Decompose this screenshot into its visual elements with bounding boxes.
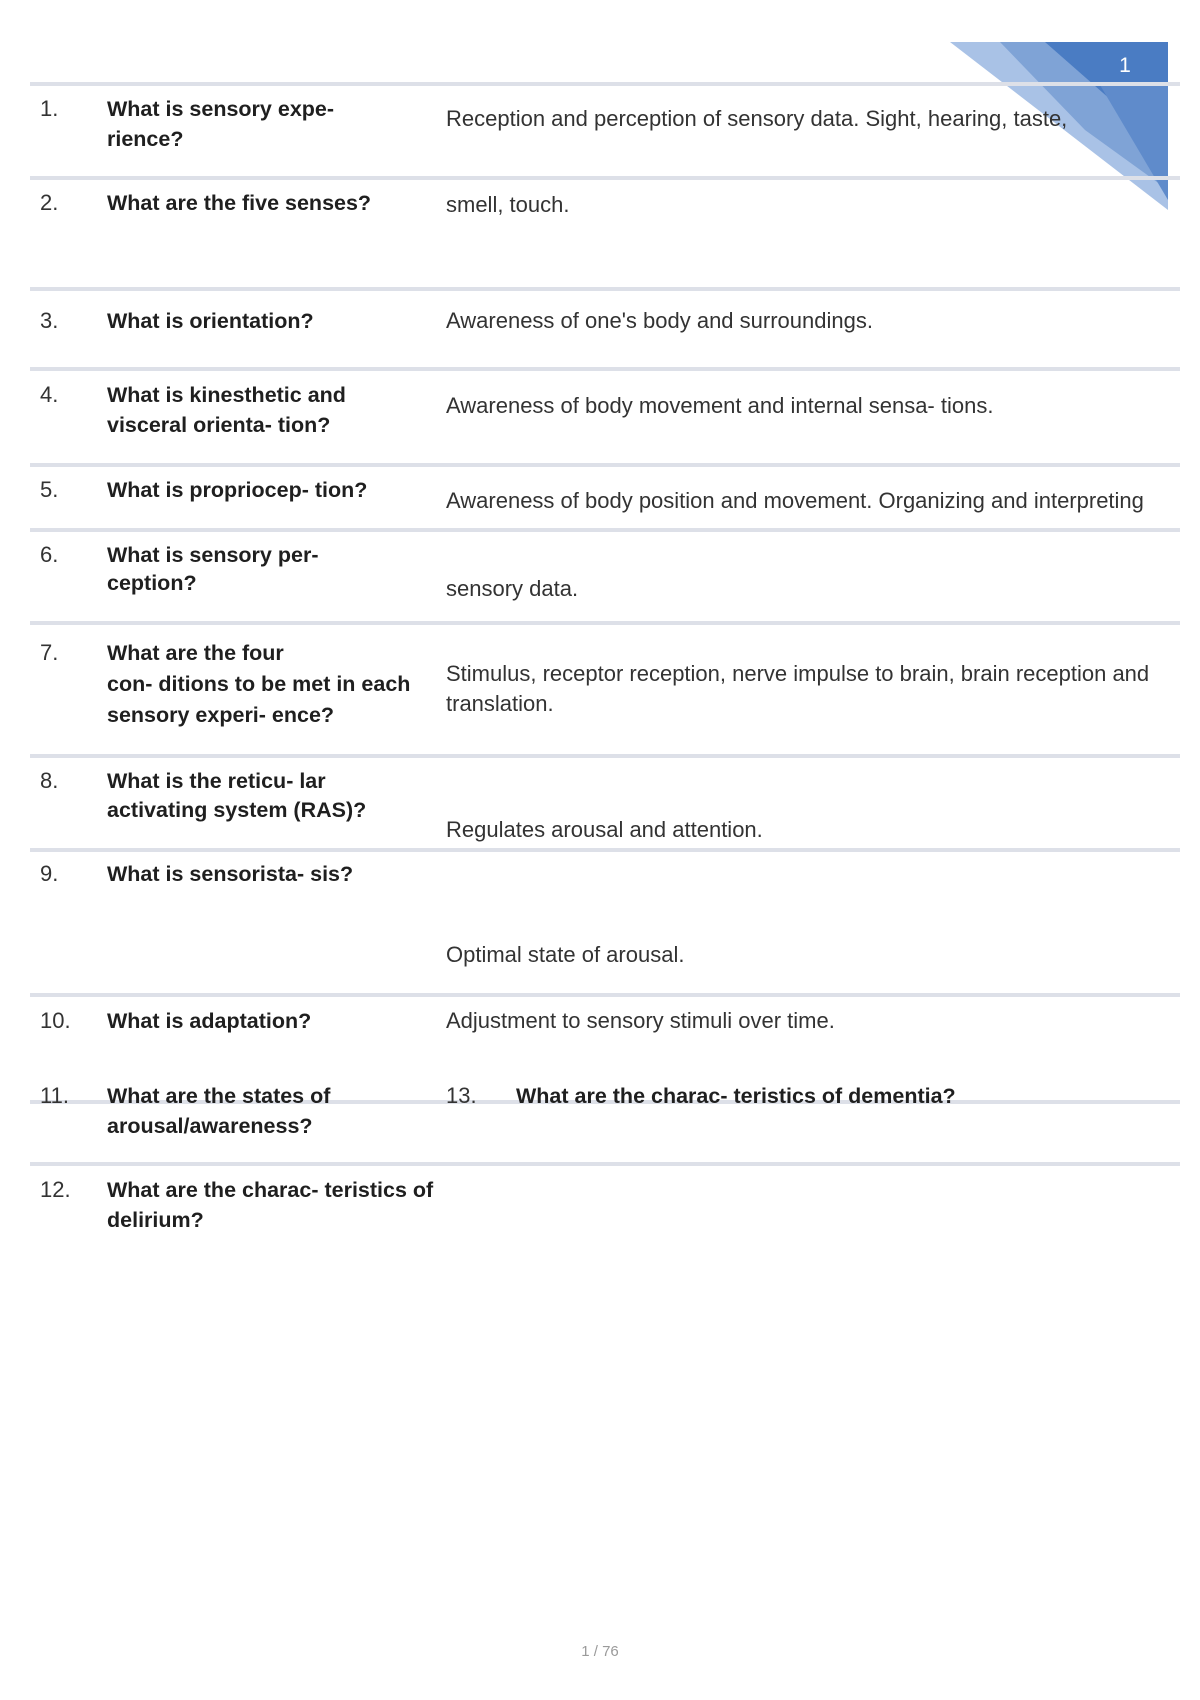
- item-answer-line: Adjustment to sensory stimuli over time.: [446, 1008, 835, 1033]
- item-answer-line: Stimulus, receptor reception, nerve impulse to brain, brain reception and: [446, 661, 1150, 686]
- item-number: 1.: [40, 96, 59, 121]
- item-question-line: What is propriocep- tion?: [107, 478, 368, 502]
- item-question-line: ception?: [107, 571, 197, 595]
- item-question-line: arousal/awareness?: [107, 1114, 313, 1138]
- item-answer-line: sensory data.: [446, 576, 579, 601]
- row-divider: [30, 754, 1180, 758]
- item-number: 8.: [40, 768, 59, 793]
- item-question-line: What are the four: [107, 641, 284, 665]
- item-question-line: What is adaptation?: [107, 1009, 312, 1033]
- row-divider: [30, 463, 1180, 467]
- item-question-line: What are the charac- teristics of dementia?: [516, 1084, 956, 1108]
- row-divider: [30, 176, 1180, 180]
- item-answer-line: Awareness of body position and movement. Organizing and interpreting: [446, 488, 1144, 513]
- item-answer-line: translation.: [446, 691, 554, 716]
- item-question-line: What is orientation?: [107, 309, 314, 333]
- item-question-line: con- ditions to be met in each: [107, 672, 411, 696]
- row-divider: [30, 287, 1180, 291]
- item-question-line: activating system (RAS)?: [107, 798, 367, 822]
- item-question-line: What are the charac- teristics of: [107, 1178, 434, 1202]
- item-answer-line: smell, touch.: [446, 192, 570, 217]
- item-number: 12.: [40, 1177, 71, 1202]
- row-divider: [30, 993, 1180, 997]
- item-number: 11.: [40, 1083, 69, 1108]
- item-question-line: visceral orienta- tion?: [107, 413, 331, 437]
- item-question-line: What are the states of: [107, 1084, 331, 1108]
- item-question-line: delirium?: [107, 1208, 204, 1232]
- item-question-line: What is sensory per-: [107, 543, 319, 567]
- corner-page-number: 1: [1119, 54, 1131, 77]
- item-number: 6.: [40, 542, 59, 567]
- row-divider: [30, 367, 1180, 371]
- item-answer-line: Optimal state of arousal.: [446, 942, 685, 967]
- row-divider: [30, 528, 1180, 532]
- item-answer-line: Reception and perception of sensory data. Sight, hearing, taste,: [446, 106, 1068, 131]
- item-question-line: What are the five senses?: [107, 191, 372, 215]
- item-number: 5.: [40, 477, 59, 502]
- item-number: 4.: [40, 382, 59, 407]
- item-answer-line: Awareness of one's body and surroundings.: [446, 308, 873, 333]
- item-number: 9.: [40, 861, 59, 886]
- page-indicator: 1 / 76: [581, 1643, 619, 1660]
- item-number: 10.: [40, 1008, 71, 1033]
- item-number: 2.: [40, 190, 59, 215]
- row-divider: [30, 848, 1180, 852]
- item-number: 13.: [446, 1083, 477, 1108]
- row-divider: [30, 1162, 1180, 1166]
- item-question-line: What is the reticu- lar: [107, 769, 326, 793]
- item-question-line: What is kinesthetic and: [107, 383, 346, 407]
- item-question-line: sensory experi- ence?: [107, 703, 335, 727]
- row-divider: [30, 82, 1180, 86]
- item-question-line: What is sensory expe-: [107, 97, 335, 121]
- item-answer-line: Regulates arousal and attention.: [446, 817, 763, 842]
- item-number: 7.: [40, 640, 59, 665]
- item-answer-line: Awareness of body movement and internal sensa- tions.: [446, 393, 994, 418]
- row-divider: [30, 621, 1180, 625]
- item-question-line: rience?: [107, 127, 184, 151]
- item-number: 3.: [40, 308, 59, 333]
- item-question-line: What is sensorista- sis?: [107, 862, 354, 886]
